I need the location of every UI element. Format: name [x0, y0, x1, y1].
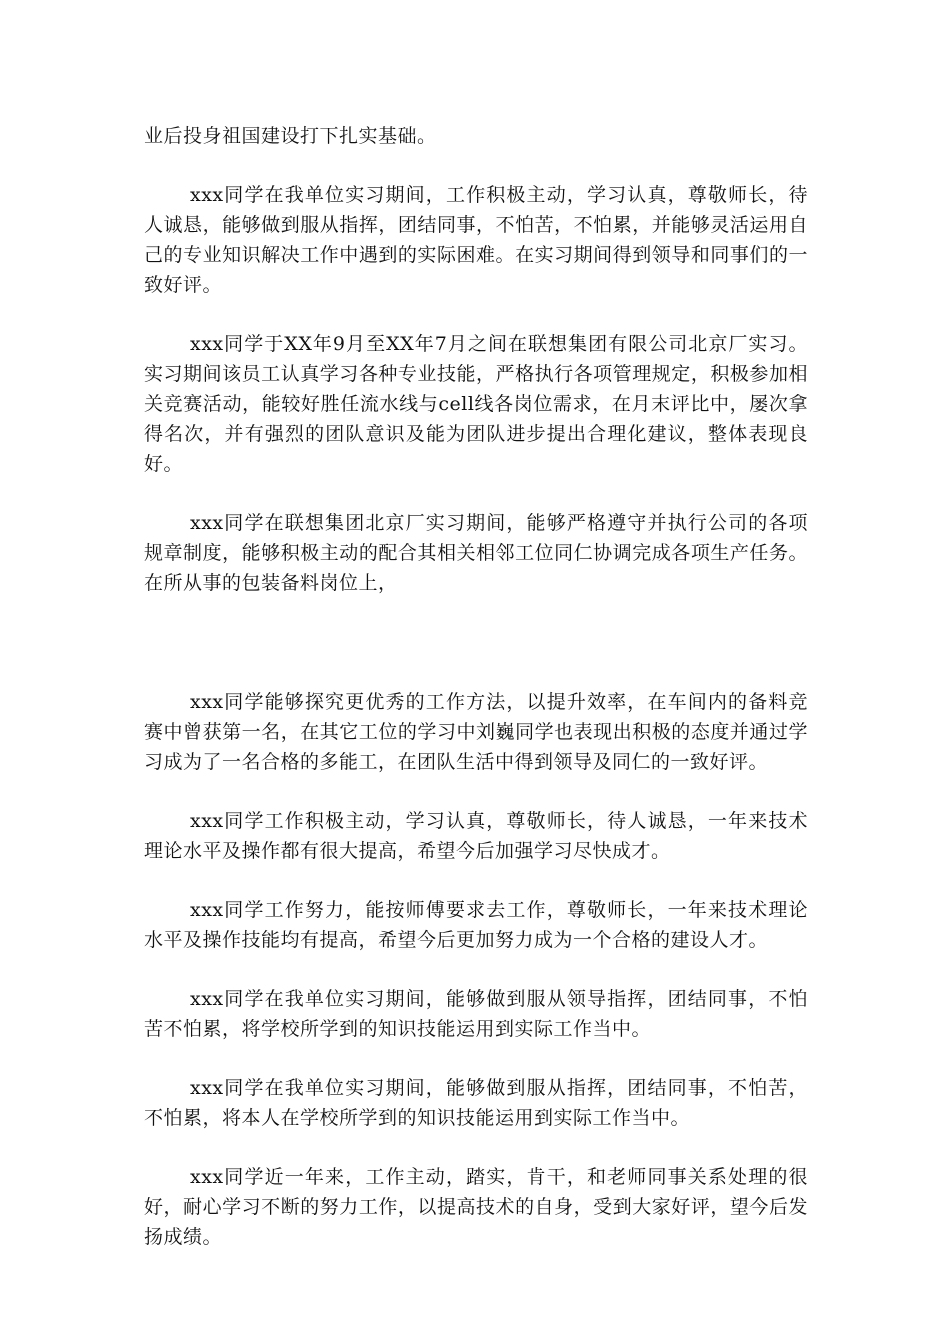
paragraph-7: xxx同学工作努力，能按师傅要求去工作，尊敬师长，一年来技术理论水平及操作技能均有提高，希望今后更加努力成为一个合格的建设人才。 — [144, 899, 808, 951]
paragraph-5: xxx同学能够探究更优秀的工作方法，以提升效率，在车间内的备料竞赛中曾获第一名，在其它工位的学习中刘巍同学也表现出积极的态度并通过学习成为了一名合格的多能工，在团队生活中得到领导及同仁的一致好评。 — [144, 691, 808, 773]
paragraph-6: xxx同学工作积极主动，学习认真，尊敬师长，待人诚恳，一年来技术理论水平及操作都有很大提高，希望今后加强学习尽快成才。 — [144, 810, 808, 862]
paragraph-3: xxx同学于XX年9月至XX年7月之间在联想集团有限公司北京厂实习。实习期间该员工认真学习各种专业技能，严格执行各项管理规定，积极参加相关竞赛活动，能较好胜任流水线与cell线各岗位需求，在月末评比中，屡次拿得名次，并有强烈的团队意识及能为团队进步提出合理化建议，整体表现良好。 — [144, 333, 808, 475]
document-body — [144, 121, 808, 1252]
paragraph-9: xxx同学在我单位实习期间，能够做到服从指挥，团结同事，不怕苦，不怕累，将本人在学校所学到的知识技能运用到实际工作当中。 — [144, 1077, 808, 1129]
paragraph-10: xxx同学近一年来，工作主动，踏实，肯干，和老师同事关系处理的很好，耐心学习不断的努力工作，以提高技术的自身，受到大家好评，望今后发扬成绩。 — [144, 1166, 808, 1248]
paragraph-1: 业后投身祖国建设打下扎实基础。 — [144, 125, 437, 147]
paragraph-8: xxx同学在我单位实习期间，能够做到服从领导指挥，团结同事，不怕苦不怕累，将学校所学到的知识技能运用到实际工作当中。 — [144, 988, 808, 1040]
paragraph-4: xxx同学在联想集团北京厂实习期间，能够严格遵守并执行公司的各项规章制度，能够积极主动的配合其相关相邻工位同仁协调完成各项生产任务。在所从事的包装备料岗位上， — [144, 512, 808, 594]
paragraph-2: xxx同学在我单位实习期间，工作积极主动，学习认真，尊敬师长，待人诚恳，能够做到服从指挥，团结同事，不怕苦，不怕累，并能够灵活运用自己的专业知识解决工作中遇到的实际困难。在实习期间得到领导和同事们的一致好评。 — [144, 184, 808, 296]
